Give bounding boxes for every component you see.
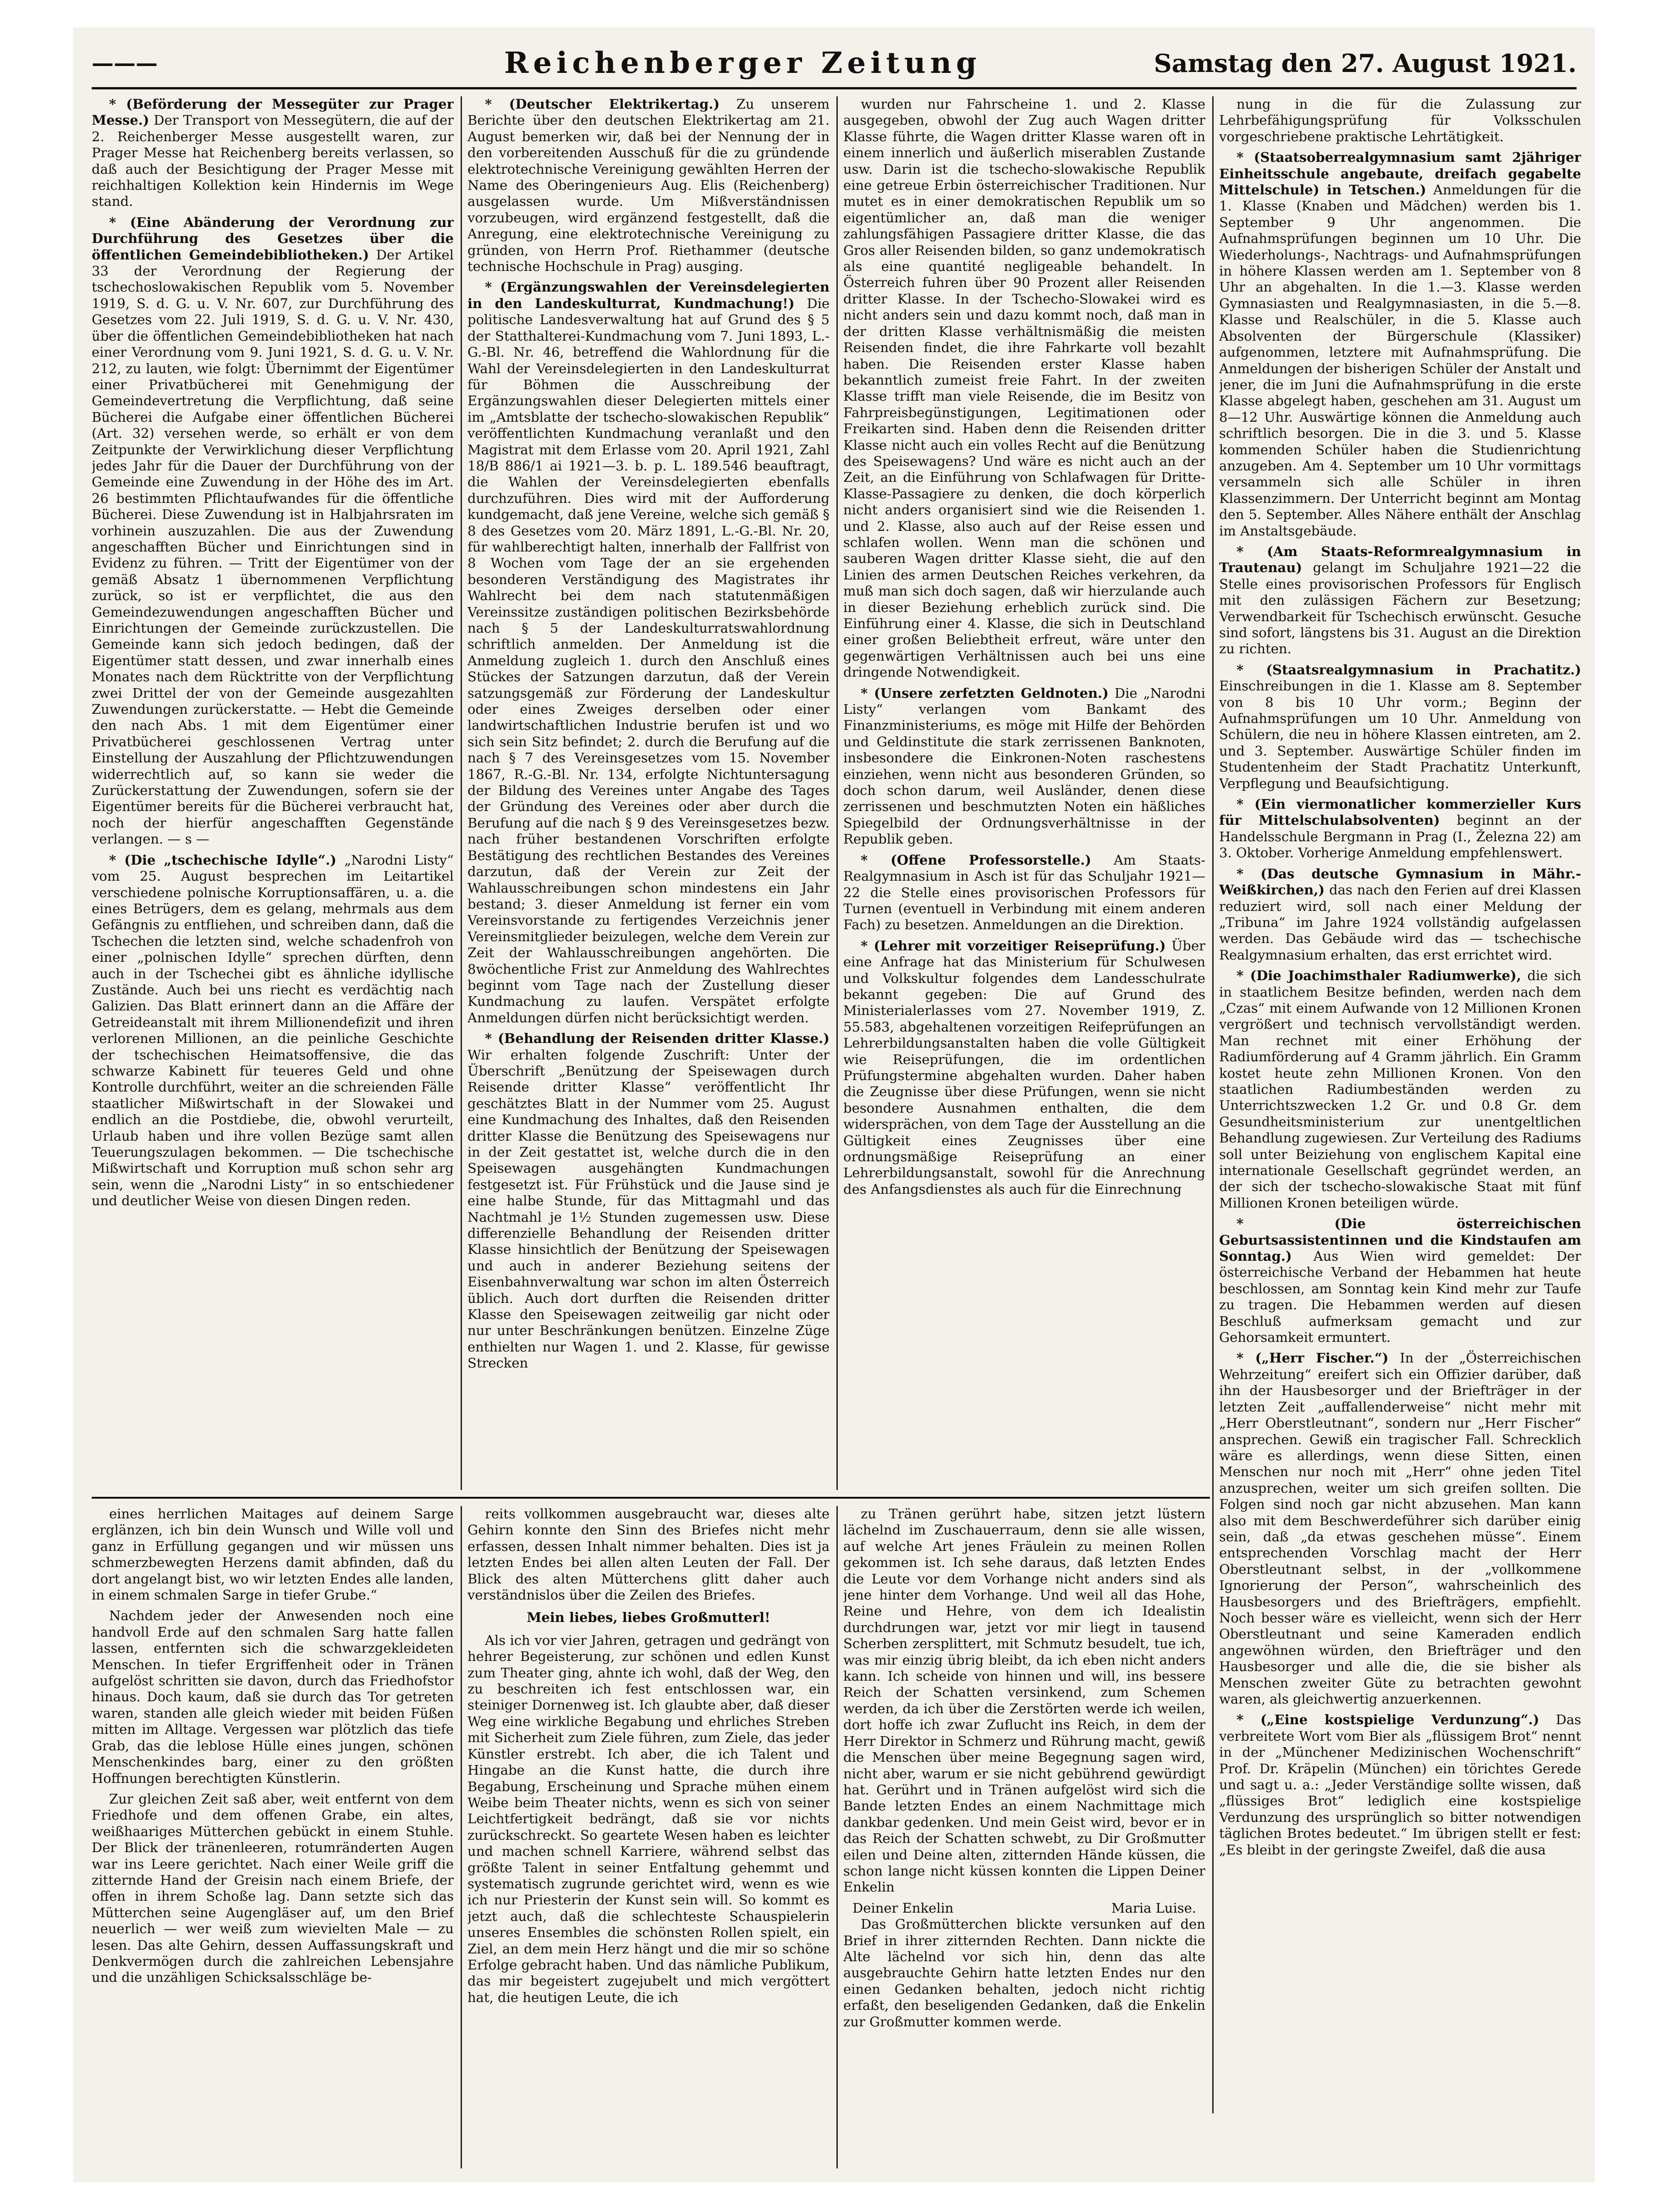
article-headline: * (Die österreichischen Geburtsassistentinnen und die Kindstaufen am Sonntag.): [1219, 1216, 1581, 1264]
article-paragraph: [1219, 1216, 1581, 1346]
story-paragraph: zu Tränen gerührt habe, sitzen jetzt lüstern lächelnd im Zuschauerraum, denn sie alle wissen, auf welche Art jenes Fräulein zu meinen Rollen gekommen ist. Ich sehe daraus, daß letzten Endes die Leute vor dem Vorhange nicht anders sind als jene hinter dem Vorhange. Und weil all das Hohe, Reine und Hehre, von dem ich Idealistin durchdrungen war, jetzt vor mir liegt in tausend Scherben zersplittert, mit Schmutz besudelt, tue ich, was mir einzig übrig bleibt, da ich eben nicht anders kann. Ich scheide von hinnen und will, ins bessere Reich der Schatten versinkend, zum Schemen werden, da ich über die Zerstörten werde ich weilen, dort hoffe ich zwar Zuflucht ins Reich, in dem der Herr Direktor in Schmerz und Rührung macht, gewiß die Menschen über meine Begegnung sagen wird, nicht aber, warum er sie nicht gebührend gewürdigt hat. Gerührt und in Tränen aufgelöst wird sich die Bande letzten Endes an einem Nachmittage mich dankbar gedenken. Und mein Geist wird, bevor er in das Reich der Schatten schwebt, zu Dir Großmutter eilen und Deine alten, zitternden Hände küssen, die schon lange nicht küssen konnten die Lippen Deiner Enkelin: [843, 1506, 1205, 1895]
article-paragraph: [1219, 796, 1581, 861]
signature-text: Maria Luise.: [1111, 1900, 1196, 1916]
feuilleton-column-1: [92, 1506, 454, 2168]
article-body: nung in die für die Zulassung zur Lehrbefähigungsprüfung für Volksschulen vorgeschriebene praktische Lehrtätigkeit.: [1219, 96, 1581, 144]
news-column-4: [1219, 96, 1581, 2168]
story-paragraph: Nachdem jeder der Anwesenden noch eine handvoll Erde auf den schmalen Sarg hatte fallen lassen, entfernten sich die schwarzgekleideten Menschen. In tiefer Ergriffenheit oder in Tränen aufgelöst schritten sie davon, durch das Friedhofstor hinaus. Doch kaum, daß sie durch das Tor getreten waren, standen alle gleich wieder mit beiden Füßen mitten im Alltage. Vergessen war plötzlich das tiefe Grab, das die leblose Hülle eines jungen, schönen Menschenkindes barg, einer zu den größten Hoffnungen berechtigten Künstlerin.: [92, 1608, 454, 1786]
article-body: Über eine Anfrage hat das Ministerium für Schulwesen und Volkskultur folgendes dem Landesschulrate bekannt gegeben: Die auf Grund des Ministerialerlasses vom 27. November 1919, Z. 55.583, abgehaltenen vorzeitigen Reifeprüfungen an Lehrerbildungsanstalten haben die volle Gültigkeit wie Reiseprüfungen, die im ordentlichen Prüfungstermine abgehalten wurden. Daher haben die Zeugnisse über diese Prüfungen, wenn sie nicht besondere Ausnahmen enthalten, die dem widersprächen, von dem Tage der Ausstellung an die Gültigkeit eines Zeugnisses über eine ordnungsmäßige Reiseprüfung an einer Lehrerbildungsanstalt, sowohl für die Anrechnung des Anfangsdienstes als auch für die Einrechnung: [843, 938, 1205, 1197]
article-body: „Narodni Listy“ vom 25. August besprechen im Leitartikel verschiedene polnische Korruptionsaffären, u. a. die eines Betrügers, dem es gelang, mehrmals aus dem Gefängnis zu entfliehen, und schreiben dann, daß die Tschechen die letzten sind, welche schadenfroh von einer „polnischen Idylle“ sprechen dürften, denn auch in der Tschechei gibt es ähnliche idyllische Zustände. Auch bei uns riecht es verdächtig nach Galizien. Das Blatt erinnert dann an die Affäre der Getreideanstalt mit ihrem Millionendefizit und ihren verlorenen Millionen, an die peinliche Geschichte der tschechischen Heimatsoffensive, die das schwarze Kabinett für teueres Geld und ohne Kontrolle durchführt, weiter an die schreienden Fälle staatlicher Mißwirtschaft in der Slowakei und endlich an die Postdiebe, die, obwohl verurteilt, Urlaub haben und ihre vollen Bezüge samt allen Teuerungszulagen bekommen. — Die tschechische Mißwirtschaft und Korruption muß schon sehr arg sein, wenn die „Narodni Listy“ in so entschiedener und deutlicher Weise von diesen Dingen reden.: [92, 852, 454, 1209]
article-headline: * (Die „tschechische Idylle“.): [109, 852, 336, 868]
column-rule: [461, 1506, 462, 2168]
article-paragraph: [1219, 866, 1581, 963]
article-headline: * (Behandlung der Reisenden dritter Klasse.): [485, 1031, 830, 1047]
issue-date: Samstag den 27. August 1921.: [1154, 49, 1577, 78]
article-paragraph: [843, 96, 1205, 681]
article-headline: * („Herr Fischer.“): [1237, 1350, 1389, 1366]
article-body: die sich in staatlichem Besitze befinden, werden nach dem „Czas“ mit einem Aufwande von 12 Millionen Kronen vergrößert und technisch vervollständigt werden. Man rechnet mit einer Erhöhung der Radiumförderung auf 4 Gramm jährlich. Ein Gramm kostet heute zehn Millionen Kronen. Von den staatlichen Radiumbeständen werden zu Unterrichtszwecken 1.2 Gr. und 0.8 Gr. dem Gesundheitsministerium zur unentgeltlichen Behandlung zugewiesen. Zur Verteilung des Radiums soll unter Beiziehung von englischem Kapital eine internationale Gesellschaft gegründet werden, an der sich der tschecho-slowakische Staat mit fünf Millionen Kronen beteiligen würde.: [1219, 968, 1581, 1211]
article-body: beginnt an der Handelsschule Bergmann in Prag (I., Železna 22) am 3. Oktober. Vorherige Anmeldung empfehlenswert.: [1219, 812, 1581, 861]
column-rule: [836, 96, 838, 1490]
article-body: Anmeldungen für die 1. Klasse (Knaben und Mädchen) werden bis 1. September 9 Uhr angenommen. Die Aufnahmsprüfungen beginnen um 10 Uhr. Die Wiederholungs-, Nachtrags- und Aufnahmsprüfungen in höhere Klassen werden am 1. September von 8 Uhr an abgehalten. In die 1.—3. Klasse werden Gymnasiasten und Realgymnasiasten, in die 5.—8. Klasse und Realschüler, in die 5. Klasse auch Absolventen der Bürgerschule (Klassiker) aufgenommen, letztere mit Aufnahmsprüfung. Die Anmeldungen der bisherigen Schüler der Anstalt und jener, die im Juni die Aufnahmsprüfung in die erste Klasse abgelegt haben, geschehen am 31. August um 8—12 Uhr. Auswärtige können die Anmeldung auch schriftlich besorgen. Die in die 3. und 5. Klasse kommenden Schüler haben die Studienrichtung anzugeben. Am 4. September um 10 Uhr vormittags versammeln sich alle Schüler in ihren Klassenzimmern. Der Unterricht beginnt am Montag den 5. September. Alles Nähere enthält der Anschlag im Anstaltsgebäude.: [1219, 182, 1581, 539]
article-body: Aus Wien wird gemeldet: Der österreichische Verband der Hebammen hat heute beschlossen, am Sonntag kein Kind mehr zur Taufe zu tragen. Die Hebammen werden auf diesen Beschluß aufmerksam gemacht und zur Gehorsamkeit ermuntert.: [1219, 1248, 1581, 1346]
article-paragraph: [1219, 544, 1581, 657]
article-headline: * (Staatsrealgymnasium in Prachatitz.): [1237, 662, 1581, 678]
article-headline: * (Ergänzungswahlen der Vereinsdelegierten in den Landeskulturrat, Kundmachung!): [467, 279, 830, 311]
letter-salutation: Mein liebes, liebes Großmutterl!: [527, 1610, 770, 1626]
article-paragraph: [92, 96, 454, 210]
article-paragraph: [843, 852, 1205, 933]
article-paragraph: [1219, 96, 1581, 145]
article-body: Am Staats-Realgymnasium in Asch ist für das Schuljahr 1921—22 die Stelle eines provisorischen Professors für Turnen (eventuell in Verbindung mit einem anderen Fach) zu besetzen. Anmeldungen an die Direktion.: [843, 852, 1205, 933]
newspaper-page: [73, 28, 1595, 2182]
article-headline: * (Eine Abänderung der Verordnung zur Durchführung des Gesetzes über die öffentlichen Gemeindebibliotheken.): [92, 214, 454, 263]
header-left-mark: ———: [92, 50, 158, 76]
news-column-1: [92, 96, 454, 1490]
column-rule: [461, 96, 462, 1490]
article-headline: * (Beförderung der Messegüter zur Prager Messe.): [92, 96, 454, 128]
column-rule: [836, 1506, 838, 2168]
article-paragraph: [467, 279, 830, 1026]
story-paragraph: Das Großmütterchen blickte versunken auf den Brief in ihrer zitternden Rechten. Dann nickte die Alte lächelnd vor sich hin, denn das alte ausgebrauchte Gehirn hatte letzten Endes nur den einen Gedanken behalten, jedoch nicht richtig erfaßt, den beseligenden Gedanken, daß die Enkelin zur Großmutter kommen werde.: [843, 1916, 1205, 2030]
article-body: Wir erhalten folgende Zuschrift: Unter der Überschrift „Benützung der Speisewagen durch Reisende dritter Klasse“ veröffentlicht Ihr geschätztes Blatt in der Nummer vom 25. August eine Kundmachung des Inhaltes, daß den Reisenden dritter Klasse die Benützung des Speisewagens nur in der Zeit gestattet ist, welche durch die in den Speisewagen ausgehängten Kundmachungen festgesetzt ist. Für Frühstück und die Jause sind je eine halbe Stunde, für das Mittagmahl und das Nachtmahl je 1½ Stunden zugemessen usw. Diese differenzielle Behandlung der Reisenden dritter Klasse hinsichtlich der Benützung der Speisewagen und auch in anderer Beziehung seitens der Eisenbahnverwaltung war schon im alten Österreich üblich. Auch dort durften die Reisenden dritter Klasse den Speisewagen zeitweilig gar nicht oder nur unter Beschränkungen benützen. Einzelne Züge enthielten nur Wagen 1. und 2. Klasse, für gewisse Strecken: [467, 1047, 830, 1371]
article-body: wurden nur Fahrscheine 1. und 2. Klasse ausgegeben, obwohl der Zug auch Wagen dritter Klasse führte, die Wagen dritter Klasse waren oft in einem innerlich und äußerlich miserablen Zustande usw. Darin ist die tschecho-slowakische Republik eine getreue Erbin österreichischer Traditionen. Nur mutet es in einer demokratischen Republik um so eigentümlicher an, daß man die weniger zahlungsfähigen Passagiere dritter Klasse, die das Gros aller Reisenden bilden, so ganz undemokratisch als eine quantité negligeable behandelt. In Österreich fuhren über 90 Prozent aller Reisenden dritter Klasse. In der Tschecho-Slowakei wird es nicht anders sein und dazu kommt noch, daß man in der dritten Klasse verhältnismäßig die meisten Reisenden findet, die ihre Fahrkarte voll bezahlt haben. Die Reisenden erster Klasse haben bekanntlich zumeist freie Fahrt. In der zweiten Klasse trifft man viele Reisende, die im Besitz von Fahrpreisbegünstigungen, Legitimationen oder Freikarten sind. Haben denn die Reisenden dritter Klasse nicht auch ein volles Recht auf die Benützung des Speisewagens? Und wäre es nicht auch an der Zeit, an die Einführung von Schlafwagen für Dritte-Klasse-Passagiere zu denken, die doch körperlich nicht anders organisiert sind wie die Reisenden 1. und 2. Klasse, also auch auf der Reise essen und schlafen wollen. Wenn man die schönen und sauberen Wagen dritter Klasse sieht, die auf den Linien des armen Deutschen Reiches verkehren, da muß man sich doch sagen, daß wir hierzulande auch in dieser Beziehung erheblich zurück sind. Die Einführung einer 4. Klasse, die sich in Deutschland einer großen Beliebtheit erfreut, wäre unter den gegenwärtigen Verhältnissen auch bei uns eine dringende Notwendigkeit.: [843, 96, 1205, 680]
feuilleton-divider: [92, 1497, 1210, 1499]
feuilleton-column-2: [467, 1506, 830, 2168]
article-paragraph: [1219, 968, 1581, 1211]
story-paragraph: Als ich vor vier Jahren, getragen und gedrängt von hehrer Begeisterung, zur schönen und edlen Kunst zum Theater ging, ahnte ich wohl, daß der Weg, den zu beschreiten ich fest entschlossen war, ein steiniger Dornenweg ist. Ich glaubte aber, daß dieser Weg eine wirkliche Begabung und ehrliches Streben mit Sicherheit zum Ziele führen, zum Ziele, das jeder Künstler erstrebt. Ich aber, die ich Talent und Hingabe an die Kunst hatte, die durch ihre Begabung, Erscheinung und Sprache mühen einem Weibe beim Theater nichts, wenn es sich von seiner Leichtfertigkeit bedrängt, daß sie vor nichts zurückschreckt. So geartete Wesen haben es leichter und machen schnell Karriere, während selbst das größte Talent in seiner Entfaltung gehemmt und systematisch zugrunde gerichtet wird, wenn es wie ich nur Priesterin der Kunst sein will. So kommt es jetzt auch, daß die schlechteste Schauspielerin unseres Ensembles die schönsten Rollen spielt, ein Ziel, an dem mein Herz hängt und die mir so schöne Erfolge gebracht haben. Und das nämliche Publikum, das mir begeistert zugejubelt und mich vergöttert hat, die heutigen Leute, die ich: [467, 1632, 830, 2005]
article-headline: * (Am Staats-Reformrealgymnasium in Trautenau): [1219, 543, 1581, 576]
story-paragraph: reits vollkommen ausgebraucht war, dieses alte Gehirn konnte den Sinn des Briefes nicht mehr erfassen, dessen Inhalt nimmer behalten. Dies ist ja letzten Endes bei allen alten Leuten der Fall. Der Blick des alten Mütterchens glitt daher auch verständnislos über die Zeilen des Briefes.: [467, 1506, 830, 1603]
page-header: [92, 37, 1577, 89]
column-rule: [1212, 96, 1214, 2113]
news-column-2: [467, 96, 830, 1490]
article-body: Zu unserem Berichte über den deutschen Elektrikertag am 21. August bemerken wir, daß bei der Nennung der in den vorbereitenden Ausschuß für die zu gründende elektrotechnische Vereinigung gewählten Herren der Name des Oberingenieurs Aug. Elis (Reichenberg) ausgelassen wurde. Um Mißverständnissen vorzubeugen, wird ergänzend festgestellt, daß die Anregung, eine elektrotechnische Vereinigung zu gründen, von Herrn Prof. Riethammer (deutsche technische Hochschule in Prag) ausging.: [467, 96, 830, 275]
article-headline: * (Das deutsche Gymnasium in Mähr.-Weißkirchen,): [1219, 866, 1581, 898]
article-headline: * (Staatsoberrealgymnasium samt 2jähriger Einheitsschule angebaute, dreifach gegabelte Mittelschule) in Tetschen.): [1219, 149, 1581, 198]
news-column-3: [843, 96, 1205, 1490]
article-body: Die „Narodni Listy“ verlangen vom Bankamt des Finanzministeriums, es möge mit Hilfe der Behörden und Geldinstitute die stark zerrissenen Banknoten, insbesondere die Einkronen-Noten raschestens einziehen, wenn nicht aus besonderen Gründen, so doch schon darum, weil Ausländer, denen diese zerrissenen und beschmutzten Noten ein häßliches Spiegelbild der Ordnungsverhältnisse in der Republik geben.: [843, 685, 1205, 847]
article-paragraph: [467, 96, 830, 275]
article-body: Das verbreitete Wort vom Bier als „flüssigem Brot“ nennt in der „Münchener Medizinischen Wochenschrift“ Prof. Dr. Kräpelin (München) ein törichtes Gerede und sagt u. a.: „Jeder Verständige sollte wissen, daß „flüssiges Brot“ lediglich eine kostspielige Verdunzung des ursprünglich so bitter notwendigen täglichen Brotes bedeutet.“ Im übrigen stellt er fest: „Es bleibt in der geringste Zweifel, daß die ausa: [1219, 1712, 1581, 1858]
article-headline: * (Deutscher Elektrikertag.): [485, 96, 720, 112]
article-body: Der Transport von Messegütern, die auf der 2. Reichenberger Messe ausgestellt waren, zur Prager Messe hat Reichenberg bereits verlassen, so daß auch der Besichtigung der Prager Messe mit reichhaltigen Kollektion kein Hindernis im Wege stand.: [92, 112, 454, 210]
article-headline: * (Die Joachimsthaler Radiumwerke),: [1237, 968, 1521, 984]
article-paragraph: [843, 938, 1205, 1198]
article-headline: * (Lehrer mit vorzeitiger Reiseprüfung.): [861, 938, 1166, 954]
article-paragraph: [1219, 662, 1581, 792]
article-body: Die politische Landesverwaltung hat auf Grund des § 5 der Statthalterei-Kundmachung vom 7. Juni 1893, L.-G.-Bl. Nr. 46, betreffend die Wahlordnung für die Wahl der Vereinsdelegierten in den Landeskulturrat für Böhmen die Ausschreibung der Ergänzungswahlen dieser Delegierten mittels einer im „Amtsblatte der tschecho-slowakischen Republik“ veröffentlichten Kundmachung veranlaßt und den Magistrat mit dem Erlasse vom 20. April 1921, Zahl 18/B 886/1 ai 1921—3. b. p. L. 189.546 beauftragt, die Wahlen der Vereinsdelegierten ebenfalls durchzuführen. Dies wird mit der Aufforderung kundgemacht, daß jene Vereine, welche sich gemäß § 8 des Gesetzes vom 20. März 1891, L.-G.-Bl. Nr. 20, für wahlberechtigt halten, innerhalb der Fallfrist von 8 Wochen vom Tage der an sie ergehenden besonderen Verständigung des Magistrates ihr Wahlrecht bei dem nach statutenmäßigen Vereinssitze zuständigen politischen Bezirksbehörde nach § 5 der Landeskulturratswahlordnung schriftlich anmelden. Der Anmeldung ist die Anmeldung zugleich 1. durch den Anschluß eines Stückes der Satzungen darzutun, daß der Verein satzungsgemäß zur Förderung der Landeskultur oder eines Zweiges derselben oder einer landwirtschaftlichen Industrie berufen ist und wo sich sein Sitz befindet; 2. durch die Berufung auf die nach § 7 des Vereinsgesetzes vom 15. November 1867, R.-G.-Bl. Nr. 134, erfolgte Nichtuntersagung der Bildung des Vereines unter Angabe des Tages der Gründung des Vereines oder aber durch die Berufung auf die nach § 9 des Vereinsgesetzes bezw. nach früher bestandenen Vorschriften erfolgte Bestätigung des rechtlichen Bestandes des Vereines darzutun, daß der Verein zur Zeit der Wahlausschreibungen schon mindestens ein Jahr bestand; 3. dieser Anmeldung ist ferner ein vom Vereinsvorstande zu fertigendes Verzeichnis jener Vereinsmitglieder beizulegen, welche dem Verein zur Zeit der Wahlausschreibungen angehörten. Die 8wöchentliche Frist zur Anmeldung des Wahlrechtes beginnt vom Tage nach der Zustellung dieser Kundmachung zu laufen. Verspätet erfolgte Anmeldungen dürfen nicht berücksichtigt werden.: [467, 295, 830, 1026]
article-body: gelangt im Schuljahre 1921—22 die Stelle eines provisorischen Professors für Englisch mit den zulässigen Fächern zur Besetzung; Verwendbarkeit für Tschechisch erwünscht. Gesuche sind sofort, längstens bis 31. August an die Direktion zu richten.: [1219, 560, 1581, 657]
article-body: das nach den Ferien auf drei Klassen reduziert wird, soll nach einer Meldung der „Tribuna“ im Jahre 1924 vollständig aufgelassen werden. Das Gebäude wird das — tschechische Realgymnasium erhalten, das erst errichtet wird.: [1219, 882, 1581, 963]
feuilleton-column-3: [843, 1506, 1205, 2168]
article-paragraph: [92, 215, 454, 848]
article-headline: * (Offene Professorstelle.): [861, 852, 1091, 868]
story-paragraph: Zur gleichen Zeit saß aber, weit entfernt von dem Friedhofe und dem offenen Grabe, ein altes, weißhaariges Mütterchen gebückt in einem Stuhle. Der Blick der tränenleeren, rotumränderten Augen war ins Leere gerichtet. Nach einer Weile griff die zitternde Hand der Greisin nach einem Briefe, der offen in ihrem Schoße lag. Dann setzte sich das Mütterchen seine Augengläser auf, um den Brief neuerlich — wer weiß zum wievielten Male — zu lesen. Das alte Gehirn, dessen Auffassungskraft und Denkvermögen durch die zahlreichen Lebensjahre und die unzähligen Schicksalsschläge be-: [92, 1791, 454, 1986]
masthead: Reichenberger Zeitung: [504, 46, 981, 80]
article-body: In der „Österreichischen Wehrzeitung“ ereifert sich ein Offizier darüber, daß ihn der Hausbesorger und der Briefträger in der letzten Zeit „auffallenderweise“ nicht mehr mit „Herr Oberstleutnant“, sondern nur „Herr Fischer“ ansprechen. Gewiß ein tragischer Fall. Schrecklich wäre es allerdings, wenn diese Sitten, einen Menschen nur noch mit „Herr“ ohne jeden Titel anzusprechen, weiter um sich greifen sollten. Die Folgen sind noch gar nicht abzusehen. Man kann also mit dem Beschwerdeführer sich darüber einig sein, daß „da etwas geschehen müsse“. Einem entsprechenden Vorschlag macht der Herr Oberstleutnant selbst, in der „vollkommene Ignorierung der Person“, wahrscheinlich des Hausbesorgers und des Briefträgers, empfiehlt. Noch besser wäre es vielleicht, wenn sich der Herr Oberstleutnant und seine Kameraden endlich angewöhnen würden, den Briefträger und den Hausbesorger und alle die, die sie bisher als Menschen zweiter Güte zu betrachten gewohnt waren, als gleichwertig anzuerkennen.: [1219, 1350, 1581, 1707]
article-paragraph: [1219, 149, 1581, 539]
article-paragraph: [467, 1031, 830, 1372]
article-body: Einschreibungen in die 1. Klasse am 8. September von 8 bis 10 Uhr vorm.; Beginn der Aufnahmsprüfungen um 10 Uhr. Anmeldung von Schülern, die neu in höhere Klassen eintreten, am 2. und 3. September. Auswärtige Schüler finden im Studentenheim der Stadt Prachatitz Unterkunft, Verpflegung und Beaufsichtigung.: [1219, 678, 1581, 791]
article-headline: * (Unsere zerfetzten Geldnoten.): [861, 685, 1109, 701]
article-headline: * („Eine kostspielige Verdunzung“.): [1237, 1712, 1539, 1728]
article-paragraph: [843, 685, 1205, 848]
article-paragraph: [1219, 1350, 1581, 1707]
letter-signature: [843, 1900, 1205, 1916]
article-body: Der Artikel 33 der Verordnung der Regierung der tschechoslowakischen Republik vom 5. November 1919, S. d. G. u. V. Nr. 607, zur Durchführung des Gesetzes vom 22. Juli 1919, S. d. G. u. V. Nr. 430, über die öffentlichen Gemeindebibliotheken hat nach einer Verordnung vom 9. Juni 1921, S. d. G. u. V. Nr. 212, zu lauten, wie folgt: Übernimmt der Eigentümer einer Privatbücherei mit Genehmigung der Gemeindevertretung die Verpflichtung, daß seine Bücherei die Aufgabe einer öffentlichen Bücherei (Art. 32) versehen werde, so erhält er von dem Zeitpunkte der Verwirklichung dieser Verpflichtung jedes Jahr für die Dauer der Durchführung von der Gemeinde eine Zuwendung in der Höhe des im Art. 26 bestimmten Pflichtaufwandes für die öffentliche Bücherei. Diese Zuwendung ist in Halbjahrsraten im vorhinein auszuzahlen. Die aus der Zuwendung angeschafften Bücher und Einrichtungen sind in Evidenz zu führen. — Tritt der Eigentümer von der gemäß Absatz 1 übernommenen Verpflichtung zurück, so ist er verpflichtet, die aus den Gemeindezuwendungen angeschafften Bücher und Einrichtungen der Gemeinde zurückzustellen. Die Gemeinde kann sich jedoch bedingen, daß der Eigentümer statt dessen, und zwar innerhalb eines Monates nach dem Rücktritte von der Verpflichtung zwei Drittel der von der Gemeinde ausgezahlten Zuwendungen zurückerstatte. — Hebt die Gemeinde den nach Abs. 1 mit dem Eigentümer einer Privatbücherei geschlossenen Vertrag unter Einstellung der Auszahlung der Pflichtzuwendungen widerrechtlich auf, so kann sie weder die Zurückerstattung der Zuwendungen, sofern sie der Eigentümer bereits für die Bücherei verbraucht hat, noch der hierfür angeschafften Gegenstände verlangen. — s —: [92, 247, 454, 847]
article-paragraph: [1219, 1712, 1581, 1858]
article-paragraph: [92, 852, 454, 1209]
story-paragraph: eines herrlichen Maitages auf deinem Sarge erglänzen, ich bin dein Wunsch und Wille voll und ganz in Erfüllung gegangen und wir müssen uns schmerzbewegten Herzens damit abfinden, daß du dort angelangt bist, wo wir letzten Endes alle landen, in einem schmalen Sarge in tiefer Grube.“: [92, 1506, 454, 1603]
signature-text: Deiner Enkelin: [852, 1900, 954, 1916]
article-headline: * (Ein viermonatlicher kommerzieller Kurs für Mittelschulabsolventen): [1219, 796, 1581, 828]
